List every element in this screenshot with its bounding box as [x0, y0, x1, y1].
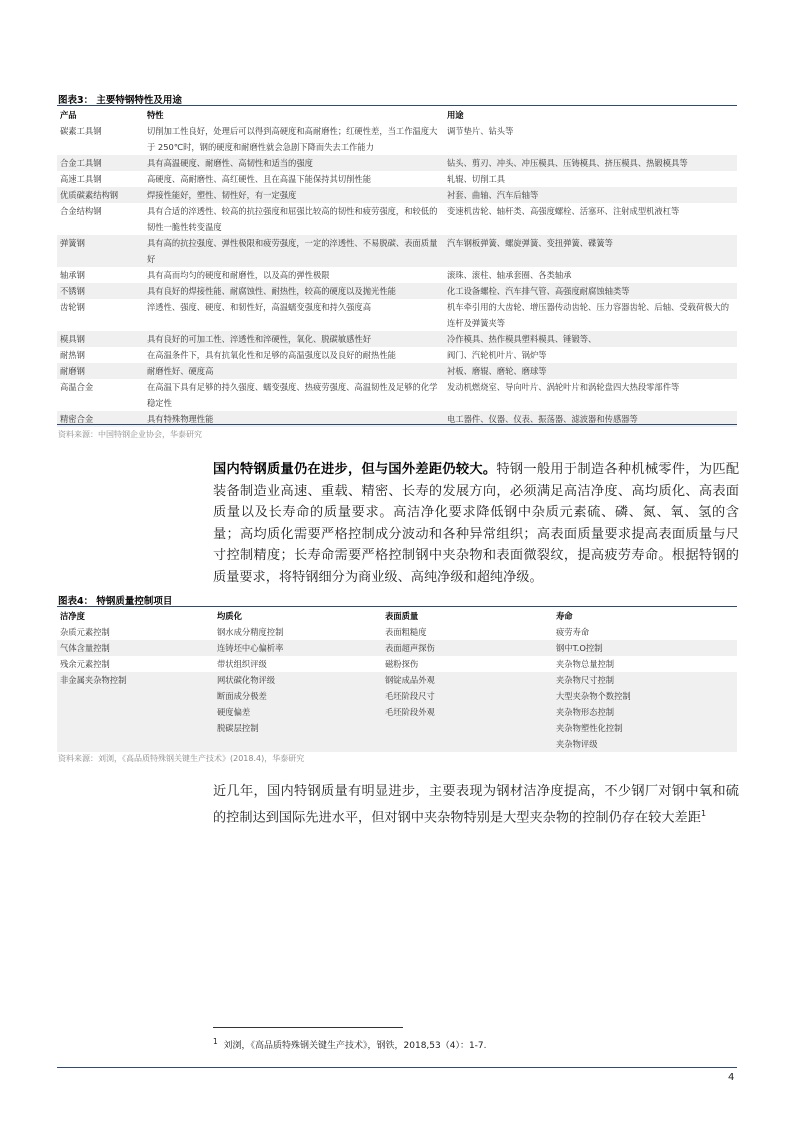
- table-cell: 夹杂物总量控制: [556, 659, 615, 669]
- table-cell: 磁粉探伤: [385, 659, 419, 669]
- table-row: [57, 123, 737, 155]
- table-row: [57, 347, 737, 363]
- table-cell: 机车牵引用的大齿轮、增压器传动齿轮、压力容器齿轮、后轴、受载荷极大的连杆及弹簧夹等: [447, 302, 730, 328]
- table1-source: 资料来源：中国特钢企业协会，华泰研究: [58, 430, 202, 439]
- table-cell: [382, 736, 553, 752]
- table-cell: 淬透性、强度、硬度、和韧性好，高温蠕变强度和持久强度高: [147, 302, 372, 312]
- table-cell: 残余元素控制: [60, 659, 110, 669]
- table-cell: 硬度偏差: [214, 704, 382, 720]
- table-cell: 轧辊、切削工具: [447, 174, 506, 184]
- footer-rule: [57, 1067, 737, 1068]
- table-cell: 合金结构钢: [60, 206, 102, 216]
- column-header: 洁净度: [60, 611, 85, 621]
- table-row: [57, 187, 737, 203]
- table-cell: 冷作模具、热作模具塑料模具、锤锻等、: [444, 331, 737, 347]
- table-cell: 钢锭成品外观: [382, 672, 553, 688]
- table-cell: 杂质元素控制: [60, 627, 110, 637]
- page-number: 4: [728, 1072, 735, 1083]
- table-cell: 高速工具钢: [60, 174, 102, 184]
- table-row: [57, 736, 737, 752]
- table-cell: 具有高温硬度、耐磨性、高韧性和适当的强度: [144, 155, 444, 171]
- table2-caption: 图表4： 特钢质量控制项目: [58, 596, 173, 607]
- table-cell: 衬套、曲轴、汽车后轴等: [444, 187, 737, 203]
- table-cell: 弹簧钢: [57, 235, 144, 267]
- table-cell: 脱碳层控制: [214, 720, 382, 736]
- table-cell: [382, 720, 553, 736]
- table-cell: [57, 704, 214, 720]
- paragraph-quality: [213, 459, 739, 588]
- table-cell: 钻头、剪刃、冲头、冲压模具、压铸模具、挤压模具、热锻模具等: [444, 155, 737, 171]
- table-row: [57, 155, 737, 171]
- table-cell: 合金工具钢: [57, 155, 144, 171]
- table-cell: 夹杂物尺寸控制: [553, 672, 737, 688]
- table-cell: 汽车钢板弹簧、螺旋弹簧、变扭弹簧、碟簧等: [444, 235, 737, 267]
- footnote-ref[interactable]: 1: [700, 808, 707, 818]
- table-cell: 毛坯阶段外观: [382, 704, 553, 720]
- table-cell: [57, 720, 214, 736]
- quality-control-table: [57, 608, 737, 752]
- table2-source: 资料来源：刘浏，《高品质特殊钢关键生产技术》(2018.4)，华泰研究: [58, 754, 305, 763]
- table-cell: 切削加工性良好，处理后可以得到高硬度和高耐磨性；红硬性差，当工作温度大于 250℃时，钢的硬度和耐磨性就会急剧下降而失去工作能力: [147, 126, 438, 152]
- table-cell: 具有合适的淬透性、较高的抗拉强度和屈强比较高的韧性和疲劳强度，和较低的韧性一脆性转变温度: [147, 206, 438, 232]
- table-cell: 具有良好的焊接性能、耐腐蚀性、耐热性，较高的硬度以及抛光性能: [144, 283, 444, 299]
- table-row: [57, 640, 737, 656]
- table-cell: 连铸坯中心偏析率: [214, 640, 382, 656]
- table-cell: 不锈钢: [57, 283, 144, 299]
- table-row: [57, 235, 737, 267]
- footnote-divider: [213, 1027, 403, 1028]
- table-row: [57, 624, 737, 640]
- table-row: [57, 267, 737, 283]
- table-cell: 钢中T.O控制: [553, 640, 737, 656]
- column-header: 寿命: [556, 611, 573, 621]
- table-cell: 高硬度、高耐磨性、高红硬性、且在高温下能保持其切削性能: [147, 174, 372, 184]
- table-cell: 夹杂物塑性化控制: [553, 720, 737, 736]
- table-row: [57, 299, 737, 331]
- table-cell: 具有高而均匀的硬度和耐磨性，以及高的弹性极限: [147, 270, 330, 280]
- footnote-text: 刘浏，《高品质特殊钢关键生产技术》，钢铁，2018,53（4）：1-7.: [223, 1041, 487, 1051]
- table-cell: 在高温下具有足够的持久强度、蠕变强度、热疲劳强度、高温韧性及足够的化学稳定性: [147, 382, 438, 408]
- table-cell: 疲劳寿命: [556, 627, 590, 637]
- table-cell: 变速机齿轮、轴杆类、高强度螺栓、活塞环、注射成型机液杠等: [447, 206, 680, 216]
- table-cell: 调节垫片、钻头等: [447, 126, 514, 136]
- table-cell: 气体含量控制: [57, 640, 214, 656]
- table2-top-rule: [57, 606, 737, 607]
- table-cell: 表面粗糙度: [385, 627, 427, 637]
- table-row: [57, 688, 737, 704]
- table-row: [57, 203, 737, 235]
- table-cell: 具有特殊物理性能: [144, 411, 444, 427]
- table-cell: 碳素工具钢: [60, 126, 102, 136]
- table-cell: 耐磨性好、硬度高: [144, 363, 444, 379]
- table-cell: [57, 688, 214, 704]
- footnote: [213, 1037, 487, 1051]
- table-row: [57, 283, 737, 299]
- table-cell: 轴承钢: [60, 270, 85, 280]
- table-row: [57, 171, 737, 187]
- table-cell: 精密合金: [57, 411, 144, 427]
- table-cell: 齿轮钢: [60, 302, 85, 312]
- table-cell: 夹杂物形态控制: [553, 704, 737, 720]
- table-cell: 非金属夹杂物控制: [57, 672, 214, 688]
- table-cell: 阀门、汽轮机叶片、锅炉等: [447, 350, 547, 360]
- column-header: 用途: [447, 110, 464, 120]
- table-cell: 耐热钢: [60, 350, 85, 360]
- steel-properties-table: [57, 107, 737, 427]
- table-cell: 化工设备螺栓、汽车排气管、高强度耐腐蚀轴类等: [444, 283, 737, 299]
- table-cell: 发动机燃烧室、导向叶片、涡轮叶片和涡轮盘四大热段零部件等: [447, 382, 680, 392]
- table-cell: 毛坯阶段尺寸: [382, 688, 553, 704]
- footnote-number: 1: [213, 1037, 218, 1046]
- table-cell: 具有良好的可加工性、淬透性和淬硬性，氧化、脱碳敏感性好: [144, 331, 444, 347]
- table-row: [57, 656, 737, 672]
- table-cell: [57, 736, 214, 752]
- table-cell: 表面超声探伤: [382, 640, 553, 656]
- table-cell: 电工器件、仪器、仪表、振荡器、滤波器和传感器等: [444, 411, 737, 427]
- table-cell: 模具钢: [57, 331, 144, 347]
- table-row: [57, 672, 737, 688]
- column-header: 表面质量: [385, 611, 419, 621]
- table-cell: 高温合金: [60, 382, 94, 392]
- table-cell: 在高温条件下，具有抗氧化性和足够的高温强度以及良好的耐热性能: [147, 350, 396, 360]
- paragraph-lead: 国内特钢质量仍在进步，但与国外差距仍较大。: [213, 462, 497, 477]
- paragraph-body: 近几年，国内特钢质量有明显进步，主要表现为钢材洁净度提高，不少钢厂对钢中氧和硫的控制达到国际先进水平，但对钢中夹杂物特别是大型夹杂物的控制仍存在较大差距: [213, 784, 739, 825]
- table-cell: 大型夹杂物个数控制: [553, 688, 737, 704]
- table1-top-rule: [57, 105, 737, 106]
- table-cell: 衬板、磨辊、磨轮、磨球等: [444, 363, 737, 379]
- table-row: [57, 363, 737, 379]
- paragraph-progress: [213, 781, 739, 828]
- column-header: 产品: [60, 110, 77, 120]
- paragraph-body: 特钢一般用于制造各种机械零件，为匹配装备制造业高速、重载、精密、长寿的发展方向，必须满足高洁净度、高均质化、高表面质量以及长寿命的质量要求。高洁净化要求降低钢中杂质元素硫、磷、氮、氧、氢的含量；高均质化需要严格控制成分波动和各种异常组织；高表面质量要求提高表面质量与尺寸控制精度；长寿命需要严格控制钢中夹杂物和表面微裂纹，提高疲劳寿命。根据特钢的质量要求，将特钢细分为商业级、高纯净级和超纯净级。: [213, 462, 740, 585]
- table-row: [57, 704, 737, 720]
- table-cell: 断面成分极差: [214, 688, 382, 704]
- column-header: 特性: [147, 110, 164, 120]
- table-cell: 网状碳化物评级: [214, 672, 382, 688]
- table-cell: 耐磨钢: [57, 363, 144, 379]
- table-cell: 优质碳素结构钢: [57, 187, 144, 203]
- table-row: [57, 379, 737, 411]
- table-row: [57, 720, 737, 736]
- table-cell: 滚珠、滚柱、轴承套圈、各类轴承: [447, 270, 572, 280]
- table1-bottom-rule: [57, 424, 737, 425]
- table-row: [57, 331, 737, 347]
- table1-caption: 图表3： 主要特钢特性及用途: [58, 95, 182, 106]
- table-cell: 夹杂物评级: [553, 736, 737, 752]
- table-cell: [214, 736, 382, 752]
- table-cell: 钢水成分精度控制: [217, 627, 284, 637]
- table-cell: 焊接性能好，塑性、韧性好，有一定强度: [144, 187, 444, 203]
- table-cell: 具有高的抗拉强度、弹性极限和疲劳强度，一定的淬透性、不易脱碳、表面质量好: [144, 235, 444, 267]
- table-cell: 带状组织评级: [217, 659, 267, 669]
- column-header: 均质化: [217, 611, 242, 621]
